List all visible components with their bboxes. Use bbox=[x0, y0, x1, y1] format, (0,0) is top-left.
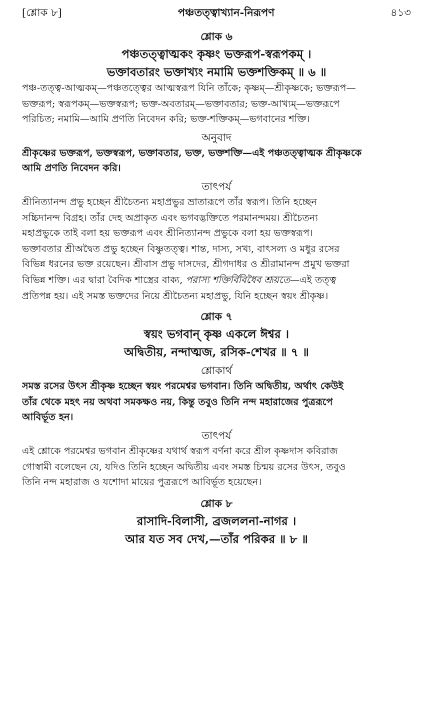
translation-line: আবির্ভূত হন। bbox=[22, 412, 74, 424]
purport-line-with-quote bbox=[22, 273, 411, 289]
purport-line: শ্রীনিত্যানন্দ প্রভু হচ্ছেন শ্রীচৈতন্য মহাপ্রভুর ভ্রাতারূপে তাঁর স্বরূপ। তিনি হচ্ছেন bbox=[22, 196, 318, 208]
verse-6-line-2: ভক্তাবতারং ভক্তাখ্যং নমামি ভক্তশক্তিকম্ ॥ ৬ ॥ bbox=[106, 65, 327, 79]
running-head bbox=[22, 6, 411, 24]
translation-line: আমি প্রণতি নিবেদন করি। bbox=[22, 163, 121, 175]
verse-6-translation bbox=[22, 146, 411, 177]
verse-6-heading: শ্লোক ৬ bbox=[200, 31, 233, 43]
purport-line: গোস্বামী বলেছেন যে, যদিও তিনি হচ্ছেন অদ্বিতীয় এবং সমস্ত চিন্ময় রসের উৎস, তবুও bbox=[22, 461, 346, 473]
running-head-title: পঞ্চতত্ত্বাখ্যান-নিরূপণ bbox=[177, 7, 275, 19]
verse-8-line-1: রাসাদি-বিলাসী, ব্রজললনা-নাগর । bbox=[136, 513, 297, 528]
running-head-left: [শ্লোক ৮] bbox=[22, 7, 62, 19]
verse-6-synonyms bbox=[22, 81, 411, 128]
translation-line: তাঁর থেকে মহৎ নয় অথবা সমকক্ষও নয়, কিন্তু তবুও তিনি নন্দ মহারাজের পুত্ররূপে bbox=[22, 396, 333, 408]
purport-7-heading: তাৎপর্য bbox=[201, 429, 232, 442]
verse-6-line-1: পঞ্চতত্ত্বাত্মকং কৃষ্ণং ভক্তরূপ-স্বরূপকম্ । bbox=[121, 47, 312, 61]
verse-7-purport bbox=[22, 444, 411, 491]
verse-7-line-1: স্বয়ং ভগবান্ কৃষ্ণ একলে ঈশ্বর । bbox=[143, 327, 290, 342]
verse-7-heading: শ্লোক ৭ bbox=[200, 311, 233, 324]
verse-8-line-2: আর যত সব দেখ,—তাঁর পরিকর ॥ ৮ ॥ bbox=[125, 531, 308, 546]
purport-text: —এই তত্ত্ব bbox=[290, 274, 337, 286]
page-number: ৪১৩ bbox=[390, 7, 411, 19]
verse-6-purport bbox=[22, 195, 411, 304]
verse-8-heading: শ্লোক ৮ bbox=[200, 497, 233, 510]
verse-7-translation bbox=[22, 379, 411, 426]
synonyms-line: পরিচিত; নমামি—আমি প্রণতি নিবেদন করি; ভক্ত-শক্তিকম্—ভগবানের শক্তি। bbox=[22, 114, 310, 126]
purport-line: মহাপ্রভুকে তাই বলা হয় ভক্তরূপ এবং শ্রীনিত্যানন্দ প্রভুকে বলা হয় ভক্তস্বরূপ। bbox=[22, 228, 313, 240]
verse-7-line-2: অদ্বিতীয়, নন্দাত্মজ, রসিক-শেখর ॥ ৭ ॥ bbox=[124, 345, 309, 360]
purport-line: সচ্চিদানন্দ বিগ্রহ। তাঁর দেহ অপ্রাকৃত এবং ভগবদ্ভক্তিতে পরমানন্দময়। শ্রীচৈতন্য bbox=[22, 212, 318, 224]
purport-line: প্রতিপন্ন হয়। এই সমস্ত ভক্তদের নিয়ে শ্রীচৈতন্য মহাপ্রভু, যিনি হচ্ছেন স্বয়ং শ্রীকৃষ্ণ। bbox=[22, 290, 329, 302]
purport-line: ভক্তাবতার শ্রীঅদ্বৈত প্রভু হচ্ছেন বিষ্ণুতত্ত্ব। শান্ত, দাস্য, সখ্য, বাৎসল্য ও মধুর রসের bbox=[22, 243, 340, 255]
purport-line: এই শ্লোকে পরমেশ্বর ভগবান শ্রীকৃষ্ণের যথার্থ স্বরূপ বর্ণনা করে শ্রীল কৃষ্ণদাস কবিরাজ bbox=[22, 445, 338, 457]
translation-line: শ্রীকৃষ্ণের ভক্তরূপ, ভক্তস্বরূপ, ভক্তাবতার, ভক্ত, ভক্তশক্তি—এই পঞ্চতত্ত্বাত্মক শ্রীকৃষ্ণকে bbox=[22, 147, 362, 159]
translation-6-heading: অনুবাদ bbox=[201, 131, 232, 144]
synonyms-line: পঞ্চ-তত্ত্ব-আত্মকম্—পঞ্চতত্ত্বের আত্মস্বরূপ যিনি তাঁকে; কৃষ্ণম্—শ্রীকৃষ্ণকে; ভক্তরূপ— bbox=[22, 83, 356, 94]
synonyms-line: ভক্তরূপ; স্বরূপকম্—ভক্তস্বরূপ; ভক্ত-অবতারম্—ভক্তাবতার; ভক্ত-আখ্যম্—ভক্তরূপে bbox=[22, 98, 340, 110]
translation-line: সমস্ত রসের উৎস শ্রীকৃষ্ণ হচ্ছেন স্বয়ং পরমেশ্বর ভগবান। তিনি অদ্বিতীয়, অর্থাৎ কেউই bbox=[22, 381, 344, 393]
purport-text: বিভিন্ন শক্তি। এর দ্বারা বৈদিক শাস্ত্রের বাক্য, bbox=[22, 274, 186, 286]
purport-6-heading: তাৎপর্য bbox=[201, 180, 232, 193]
scripture-quote: পরাস্য শক্তির্বিবিধৈব শ্রূয়তে bbox=[185, 274, 291, 286]
purport-line: তিনি নন্দ মহারাজ ও যশোদা মায়ের পুত্ররূপে আবির্ভূত হয়েছেন। bbox=[22, 477, 262, 489]
translation-7-heading: শ্লোকার্থ bbox=[200, 365, 233, 378]
purport-line: বিভিন্ন ধরনের ভক্ত রয়েছেন। শ্রীবাস প্রভু দাসদের, শ্রীগদাধর ও শ্রীরামানন্দ প্রমুখ ভক্তরা bbox=[22, 259, 350, 271]
